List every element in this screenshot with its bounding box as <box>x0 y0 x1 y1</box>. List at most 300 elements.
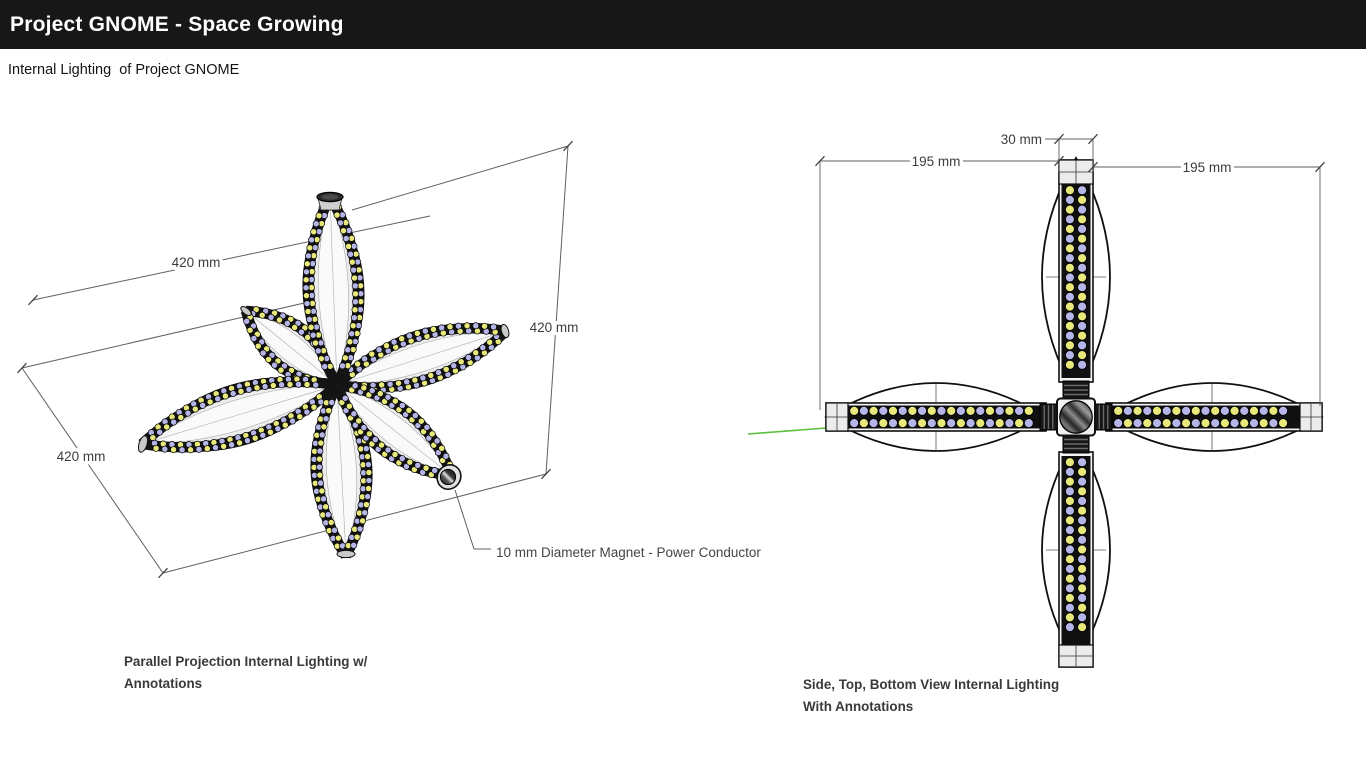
led-dot <box>1065 331 1074 340</box>
led-dot <box>1172 419 1181 428</box>
led-dot <box>1065 477 1074 486</box>
led-dot <box>1182 406 1191 415</box>
led-dot <box>254 385 260 391</box>
led-dot <box>1259 406 1268 415</box>
dim-line-420-left <box>22 368 163 573</box>
led-dot <box>313 221 319 227</box>
led-dot <box>424 424 430 430</box>
led-dot <box>415 462 421 468</box>
led-dot <box>361 424 367 430</box>
left-figure-caption <box>124 651 367 695</box>
led-dot <box>385 447 391 453</box>
led-dot <box>171 419 177 425</box>
led-dot <box>292 324 298 330</box>
led-dot <box>318 480 324 486</box>
led-dot <box>1065 467 1074 476</box>
petal-tip-cap-inner <box>322 194 338 199</box>
led-dot <box>328 519 334 525</box>
led-dot <box>318 356 324 362</box>
led-dot <box>1065 273 1074 282</box>
led-dot <box>428 372 434 378</box>
led-dot <box>1065 312 1074 321</box>
led-dot <box>392 451 398 457</box>
led-dot <box>1065 526 1074 535</box>
led-dot <box>340 228 346 234</box>
led-dot <box>1162 419 1171 428</box>
led-dot <box>420 375 426 381</box>
led-dot <box>399 402 405 408</box>
led-dot <box>342 395 348 401</box>
led-dot <box>966 406 975 415</box>
led-dot <box>1065 584 1074 593</box>
led-dot <box>1065 234 1074 243</box>
led-dot <box>352 283 358 289</box>
led-dot <box>407 459 413 465</box>
led-dot <box>379 382 385 388</box>
left-caption-line1: Parallel Projection Internal Lighting w/ <box>124 654 368 669</box>
led-dot <box>1005 406 1014 415</box>
led-dot <box>908 406 917 415</box>
led-dot <box>1269 406 1278 415</box>
led-dot <box>1078 467 1087 476</box>
led-dot <box>252 435 258 441</box>
led-dot <box>363 502 369 508</box>
led-dot <box>447 324 453 330</box>
led-dot <box>1015 419 1024 428</box>
led-dot <box>354 534 360 540</box>
led-dot <box>362 356 368 362</box>
led-dot <box>480 345 486 351</box>
led-dot <box>1065 564 1074 573</box>
led-dot <box>1078 555 1087 564</box>
led-dot <box>378 442 384 448</box>
led-dot <box>1078 302 1087 311</box>
led-dot <box>363 446 369 452</box>
led-dot <box>1065 555 1074 564</box>
right-caption-line2: With Annotations <box>803 699 914 714</box>
led-dot <box>1065 321 1074 330</box>
led-dot <box>345 243 351 249</box>
led-dot <box>487 339 493 345</box>
dim-label-195-left: 195 mm <box>911 154 961 169</box>
led-dot <box>443 366 449 372</box>
led-dot <box>377 391 383 397</box>
led-dot <box>1133 419 1142 428</box>
led-dot <box>1078 215 1087 224</box>
led-dot <box>1024 419 1033 428</box>
led-dot <box>305 308 311 314</box>
led-dot <box>1279 419 1288 428</box>
led-dot <box>888 419 897 428</box>
led-dot <box>429 431 435 437</box>
led-dot <box>976 406 985 415</box>
led-dot <box>1005 419 1014 428</box>
led-dot <box>1114 406 1123 415</box>
led-dot <box>1078 283 1087 292</box>
led-dot <box>308 324 314 330</box>
led-dot <box>1191 419 1200 428</box>
led-dot <box>1078 506 1087 515</box>
box-edge-top-right <box>352 146 568 210</box>
led-dot <box>1065 341 1074 350</box>
led-dot <box>200 402 206 408</box>
led-dot <box>349 331 355 337</box>
led-dot <box>185 410 191 416</box>
led-dot <box>284 320 290 326</box>
led-dot <box>1152 406 1161 415</box>
led-dot <box>1078 341 1087 350</box>
led-dot <box>1078 535 1087 544</box>
ortho-view-assembly <box>748 158 1322 667</box>
led-dot <box>898 406 907 415</box>
led-dot <box>278 367 284 373</box>
led-dot <box>308 237 314 243</box>
led-dot <box>439 445 445 451</box>
led-dot <box>976 419 985 428</box>
led-dot <box>1065 360 1074 369</box>
led-dot <box>275 426 281 432</box>
led-dot <box>995 419 1004 428</box>
led-dot <box>310 332 316 338</box>
right-figure-caption <box>803 674 1059 718</box>
led-dot <box>879 419 888 428</box>
led-dot <box>947 406 956 415</box>
magnet-icon <box>440 469 455 484</box>
led-dot <box>317 448 323 454</box>
led-dot <box>995 406 1004 415</box>
led-dot <box>265 356 271 362</box>
led-dot <box>287 381 293 387</box>
led-dot <box>1259 419 1268 428</box>
led-dot <box>276 317 282 323</box>
led-dot <box>391 339 397 345</box>
led-dot <box>1078 224 1087 233</box>
led-dot <box>325 512 331 518</box>
led-dot <box>423 465 429 471</box>
led-dot <box>1015 406 1024 415</box>
led-dot <box>1078 254 1087 263</box>
led-dot <box>304 409 310 415</box>
led-dot <box>451 363 457 369</box>
led-dot <box>1162 406 1171 415</box>
led-dot <box>361 385 367 391</box>
led-dot <box>351 411 357 417</box>
led-dot <box>1065 263 1074 272</box>
led-dot <box>369 351 375 357</box>
led-dot <box>351 542 357 548</box>
led-dot <box>1249 419 1258 428</box>
led-dot <box>1065 244 1074 253</box>
led-dot <box>1065 195 1074 204</box>
led-dot <box>412 412 418 418</box>
led-dot <box>1078 321 1087 330</box>
right-caption-line1: Side, Top, Bottom View Internal Lighting <box>803 677 1060 692</box>
led-dot <box>1078 545 1087 554</box>
led-dot <box>229 442 235 448</box>
led-dot <box>1078 195 1087 204</box>
led-dot <box>187 447 193 453</box>
led-dot <box>404 379 410 385</box>
led-dot <box>1240 406 1249 415</box>
led-dot <box>1065 224 1074 233</box>
led-dot <box>356 418 362 424</box>
dimension-tick <box>18 363 27 373</box>
led-dot <box>985 406 994 415</box>
led-dot <box>362 510 368 516</box>
led-dot <box>879 406 888 415</box>
led-dot <box>289 418 295 424</box>
led-dot <box>430 326 436 332</box>
led-dot <box>179 447 185 453</box>
led-dot <box>339 363 345 369</box>
led-dot <box>316 213 322 219</box>
petal-tip-cap <box>137 435 150 454</box>
led-dot <box>244 318 250 324</box>
led-dot <box>387 381 393 387</box>
led-dot <box>1078 360 1087 369</box>
led-dot <box>267 429 273 435</box>
led-dot <box>255 343 261 349</box>
led-dot <box>1065 186 1074 195</box>
led-dot <box>282 422 288 428</box>
led-dot <box>316 456 322 462</box>
led-dot <box>908 419 917 428</box>
led-dot <box>334 212 340 218</box>
led-dot <box>305 253 311 259</box>
led-dot <box>364 453 370 459</box>
dim-label-420-top: 420 mm <box>171 255 221 270</box>
led-dot <box>316 464 322 470</box>
led-dot <box>869 406 878 415</box>
led-dot <box>1065 603 1074 612</box>
led-dot <box>1182 419 1191 428</box>
led-dot <box>204 446 210 452</box>
led-dot <box>207 399 213 405</box>
page-subtitle: Internal Lighting of Project GNOME <box>8 62 240 78</box>
led-dot <box>1065 292 1074 301</box>
led-dot <box>918 419 927 428</box>
led-dot <box>1065 506 1074 515</box>
led-dot <box>432 467 438 473</box>
led-dot <box>307 245 313 251</box>
led-dot <box>1078 487 1087 496</box>
led-dot <box>342 355 348 361</box>
led-dot <box>260 350 266 356</box>
led-dot <box>414 330 420 336</box>
led-dot <box>1065 574 1074 583</box>
led-dot <box>343 235 349 241</box>
led-dot <box>947 419 956 428</box>
led-dot <box>966 419 975 428</box>
led-dot <box>376 347 382 353</box>
led-dot <box>311 229 317 235</box>
led-dot <box>869 419 878 428</box>
led-dot <box>1230 406 1239 415</box>
led-dot <box>1078 292 1087 301</box>
led-dot <box>346 403 352 409</box>
led-dot <box>303 293 309 299</box>
petal-tip-cap <box>337 550 355 557</box>
led-dot <box>1065 623 1074 632</box>
led-strip-bed <box>1062 184 1091 378</box>
led-dot <box>1133 406 1142 415</box>
page-title: Project GNOME - Space Growing <box>10 12 344 36</box>
led-dot <box>1230 419 1239 428</box>
led-dot <box>1078 496 1087 505</box>
led-dot <box>323 504 329 510</box>
led-dot <box>458 359 464 365</box>
led-dot <box>1065 302 1074 311</box>
dimension-tick <box>159 568 168 578</box>
led-dot <box>244 438 250 444</box>
led-dot <box>406 407 412 413</box>
led-dot <box>278 382 284 388</box>
led-dot <box>365 461 371 467</box>
led-dot <box>1279 406 1288 415</box>
led-dot <box>383 343 389 349</box>
led-dot <box>385 394 391 400</box>
led-dot <box>1078 205 1087 214</box>
axis-line-green <box>748 428 826 434</box>
led-dot <box>1078 613 1087 622</box>
led-dot <box>304 381 310 387</box>
led-dot <box>465 354 471 360</box>
led-dot <box>888 406 897 415</box>
led-dot <box>164 424 170 430</box>
led-dot <box>270 382 276 388</box>
led-dot <box>439 325 445 331</box>
led-dot <box>1065 613 1074 622</box>
led-dot <box>320 496 326 502</box>
led-dot <box>1078 186 1087 195</box>
led-dot <box>418 418 424 424</box>
led-dot <box>406 333 412 339</box>
led-dot <box>238 388 244 394</box>
led-dot <box>443 453 449 459</box>
led-dot <box>162 446 168 452</box>
led-dot <box>1078 603 1087 612</box>
led-dot <box>326 407 332 413</box>
led-dot <box>1065 205 1074 214</box>
hub-sphere <box>1060 401 1092 433</box>
led-dot <box>352 383 358 389</box>
led-dot <box>1220 419 1229 428</box>
led-dot <box>317 472 323 478</box>
led-dot <box>212 445 218 451</box>
led-dot <box>315 348 321 354</box>
led-dot <box>1172 406 1181 415</box>
led-dot <box>1078 351 1087 360</box>
dim-line-420-top <box>33 216 430 300</box>
led-dot <box>1078 574 1087 583</box>
led-dot <box>399 336 405 342</box>
dim-label-30mm: 30 mm <box>1000 132 1042 147</box>
led-dot <box>303 285 309 291</box>
led-dot <box>230 390 236 396</box>
led-dot <box>1123 419 1132 428</box>
led-dot <box>1249 406 1258 415</box>
led-dot <box>1078 331 1087 340</box>
led-dot <box>1143 406 1152 415</box>
dim-label-195-right: 195 mm <box>1182 160 1232 175</box>
led-dot <box>246 386 252 392</box>
led-dot <box>1201 406 1210 415</box>
led-dot <box>312 340 318 346</box>
led-dot <box>303 277 309 283</box>
led-dot <box>1078 516 1087 525</box>
led-dot <box>1078 564 1087 573</box>
led-dot <box>298 329 304 335</box>
led-dot <box>337 220 343 226</box>
led-dot <box>1078 458 1087 467</box>
led-dot <box>365 485 371 491</box>
led-dot <box>372 437 378 443</box>
left-caption-line2: Annotations <box>124 676 203 691</box>
led-dot <box>1065 254 1074 263</box>
led-dot <box>347 251 353 257</box>
led-dot <box>251 335 257 341</box>
led-dot <box>937 406 946 415</box>
led-dot <box>304 261 310 267</box>
led-dot <box>304 300 310 306</box>
led-dot <box>313 382 319 388</box>
led-dot <box>481 323 487 329</box>
led-dot <box>369 387 375 393</box>
dimension-tick <box>29 295 38 305</box>
led-dot <box>1065 458 1074 467</box>
led-dot <box>1078 273 1087 282</box>
led-dot <box>927 406 936 415</box>
led-dot <box>422 328 428 334</box>
led-dot <box>260 432 266 438</box>
led-dot <box>319 488 325 494</box>
led-dot <box>859 419 868 428</box>
led-dot <box>1123 406 1132 415</box>
led-dot <box>1240 419 1249 428</box>
led-dot <box>1078 526 1087 535</box>
led-dot <box>956 419 965 428</box>
led-dot <box>196 446 202 452</box>
led-dot <box>1065 283 1074 292</box>
led-dot <box>192 406 198 412</box>
led-dot <box>1143 419 1152 428</box>
led-dot <box>937 419 946 428</box>
led-dot <box>473 350 479 356</box>
led-dot <box>1078 477 1087 486</box>
led-dot <box>157 429 163 435</box>
led-dot <box>1078 312 1087 321</box>
led-dot <box>319 432 325 438</box>
led-dot <box>412 377 418 383</box>
led-dot <box>366 431 372 437</box>
led-dot <box>927 419 936 428</box>
led-dot <box>365 493 371 499</box>
led-dot <box>1065 351 1074 360</box>
led-dot <box>350 267 356 273</box>
led-dot <box>399 455 405 461</box>
led-dot <box>220 443 226 449</box>
led-dot <box>347 339 353 345</box>
led-dot <box>295 381 301 387</box>
led-dot <box>329 399 335 405</box>
led-dot <box>331 527 337 533</box>
dim-line-420-right <box>546 146 568 474</box>
led-dot <box>350 323 356 329</box>
led-dot <box>321 424 327 430</box>
led-dot <box>352 307 358 313</box>
led-dot <box>1024 406 1033 415</box>
led-dot <box>345 347 351 353</box>
